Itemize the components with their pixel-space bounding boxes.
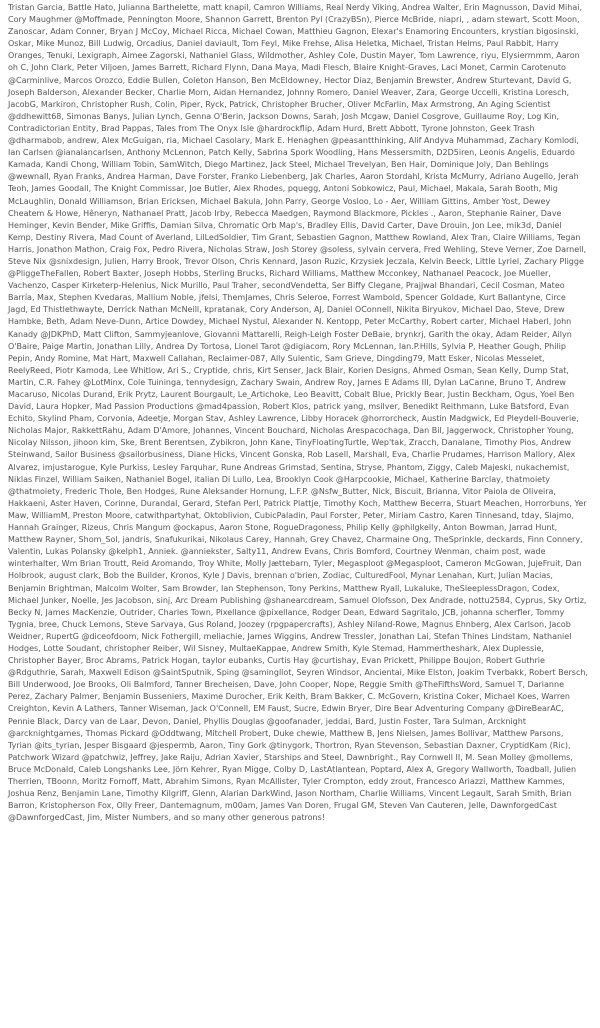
patron-credits-text: Tristan Garcia, Battle Hato, Julianna Barthelette, matt knapil, Camron Williams, Real Nerdy Viking, Andrea Walter, Erin Magnusson, David Mihai, Cory Maughmer @Moffmade, Pennington Moore, Shannon Garrett, Brenton Pyl (CrazyBSn), Pierce McBride, niapri, , adam stewart, Scott Moon, Zanoscar, Adam Conner, Bryan J McCoy, Michael Ricca, Michael Cowan, Matthieu Gagnon, Elexar's Enamoring Encounters, krystian bigosinski, Oskar, Mike Munoz, Bill Ludwig, Orcadius, Daniel daviault, Tom Feyl, Mike Frehse, Alisa Heletka, Michael, Tristan Helms, Paul Rabbit, Harry Oranges, Tenuki, Lexigraph, Aimee Zagorski, Nathaniel Glass, Wildmother, Ashley Cole, Dustin Mayer, Tom Lawrence, riyu, Elysiermmm, Aaron oh C, John Clark, Peter Viljoen, James Barrett, Richard Flynn, Dana Maya, Madi Flesch, Blaire Knight-Graves, Laci Monet, Carmin Carotenuto @Carminlive, Marcos Orozco, Eddie Bullen, Coleton Hanson, Ben McEldowney, Hector Diaz, Benjamin Brewster, Andrew Sturtevant, David G, Joseph Balderson, Alexander Becker, Charlie Morn, Aidan Hernandez, Johnny Romero, Daniel Weaver, Zara, George Uccelli, Kristina Loresch, JacobG, Markiron, Christopher Rush, Colin, Piper, Ryck, Patrick, Christopher Brucher, Oliver McFarlin, Max Armstrong, An Aging Scientist @ddhewitt68, Simonas Banys, Julian Lynch, Genna O'Berin, Jackson Downs, Sarah, Josh Mcgaw, Daniel Cosgrove, Guillaume Roy, Log Kin, Contradictorian Entity, Brad Pappas, Tales from The Onyx Isle @hardrockflip, Adam Hurd, Brett Abbott, Tyrone Johnston, Geek Trash @dharmabob, andrew, Alex McGuigan, ria, Michael Casolary, Mark E. Henaghen @peasantthinking, Alif Andyva Muhammad, Zachary Komlodi, Ian Carlsen @ianalancarlsen, Anthony McLennon, Patch Kelly, Sabrina Spork Woodling, Hans Messersmith, D2D5iren, Leonis Angelis, Eduardo Kamada, Kandi Chong, William Tobin, SamWitch, Diego Martinez, Jack Steel, Michael Trevelyan, Ben Hair, Dominique Joly, Dan Behlings @wewnall, Ryan Franks, Andrea Harman, Dave Forster, Franko Liebenberg, Jak Charles, Aaron Stordahl, Krista McMurry, Adriano Augello, Jerah Teoh, James Goodall, The Knight Commissar, Joe Butler, Alex Rhodes, pquegg, Antoni Sobkowicz, Paul, Michael, Makala, Sarah Booth, Mig McLaughlin, Donald Williamson, Brian Ericksen, Michael Bakula, John Parry, George Vosloo, Lo - Aer, William Gittins, Amber Yost, Dewey Cheatem & Howe, Hêneryn, Nathanael Pratt, Jacob Irby, Rebecca Maedgen, Raymond Blackmore, Pickles ., Aaron, Stephanie Rainer, Dave Heminger, Kevin Bender, Mike Griffis, Damian Silva, Chromatic Orb Map's, Bradley Ellis, David Carter, Dave Drouin, Jon Lee, mik3d, Daniel Kemp, Destiny Rivera, Mad Count of Averland, LilLedSoldier, Tim Grant, Sebastien Gagnon, Matthew Rowland, Alex Tran, Claire Williams, Tegan Harris, Jonathon Mathon, Craig Fox, Pedro Rivera, Nicholas Straw, Josh Storey @soless, sylvain cervera, Fred Wehling, Steve Verner, Zoe Darnell, Steve Nix @snixdesign, Julien, Harry Brook, Trevor Olson, Chris Kennard, Jason Ruzic, Krzysiek Jeczala, Kelvin Beeck, Little Lyriel, Zachary Pligge @PliggeTheFallen, Robert Baxter, Joseph Hobbs, Sterling Brucks, Richard Williams, Matthew Mcconkey, Nathanael Peacock, Joe Mueller, Vachenzo, Casper Kirketerp-Helenius, Nick Murillo, Paul Traher, secondVendetta, Ser Biffy Clegane, Prajjwal Bhandari, Cecil Cosman, Mateo Barría, Max, Stephen Kvedaras, Mallium Noble, jfelsi, ThemJames, Chris Seleroe, Forrest Wambold, Spencer Goldade, Kurt Ballantyne, Circe Jagd, Ed Thistlethwayte, Derrick Nathan McNeill, kpratanak, Cory Anderson, AJ, Daniel OConnell, Nikita Biryukov, Michael Dao, Steve, Drew Hambke, Beth, Adam Neve-Dunn, Artice Dowdey, Michael Nystul, Alexander N. Kentopp, Peter McCarthy, Robert carter, Michael Haberl, John Kanady @JDKPhD, Matt Clifton, Sammyjeanlove, Giovanni Mattarelli, Reigh-Leigh Foster DeBaie, brynkrj, Garith the okay, Adam Reider, Ailyn O'Baire, Paige Martin, Jonathan Lilly, Andrea Dy Tortosa, Lionel Tarot @digiacom, Rory McLennan, Ian.P.Hills, Sylvia P, Heather Gough, Philip Pepin, Andy Romine, Mat Hart, Maxwell Callahan, Reclaimer-087, Ally Sulentic, Sam Grieve, Dingding79, Matt Esker, Nicolas Messelet, ReelyReed, Piotr Kamoda, Lee Whitlow, Ari S., Cryptide, chris, Kirt Senser, Jack Blair, Korien Designs, Ahmed Osman, Sean Kelly, Dump Stat, Martin, C.R. Fahey @LotMinx, Cole Tuininga, tennydesign, Zachary Swain, Andrew Roy, James E Adams III, Dylan LaCanne, Bruno T, Andrew Macaruso, Nicolas Durand, Erik Prytz, Laurent Bourgault, Le_Artichoke, Leo Beavitt, Cobalt Blue, Prickly Bear, Justin Beckham, Ogus, Yoel Ben David, Laura Hopker, Mad Passion Productions @mad4passion, Robert Klos, patrick yang, msilver, Benedikt Reithmann, Luke Batsford, Evan Echito, Skylind Pham, Corvonia, Adeetje, Morgan Stav, Ashley Lawrence, Libby Horacek @horrorcheck, Austin Madgwick, Ed Pleydell-Bouverie, Nicholas Major, RakkettRahu, Adam D'Amore, Johannes, Vincent Bouchard, Nicholas Arespacochaga, Dan Bil, Jaggerwock, Christopher Young, Nicolay Nilsson, jihoon kim, Ske, Brent Berentsen, Zybikron, John Kane, TinyFloatingTurtle, Wep'tak, Zracch, Danalane, Timothy Pios, Andrew Steinwand, Sailor Business @sailorbusiness, Diane Hicks, Vincent Gonska, Rob Lasell, Marshall, Eva, Charlie Prudames, Harrison Mallory, Alex Alvarez, imjustarogue, Kyle Purkiss, Lesley Farquhar, Rune Andreas Grimstad, Sentina, Stryse, Phantom, Ziggy, Caleb Majeski, nukachemist, Niklas Finzel, William Saiken, Nathaniel Bogel, italian Di Lullo, Lea, Brooklyn Cook @Harpcookie, Michael, Katherine Barclay, thatmoiety @thatmoiety, Frederic Thole, Ben Hodges, Rune Aleksander Hornung, L.F.P. @Nsfw_Butter, Nick, Biscuit, Brianna, Vitor Paiola de Oliveira, Hakkaeni, Aster Haven, Corinne, Durandal, Gerard, Stefan Perl, Patrick Plattje, Timothy Koch, Matthew Becerra, Stuart Meachen, Horrorbuns, Yer Maw, WilliamM, Preston Moore, catwithpartyhat, Oktoblivion, CubicPaladin, Paul Forster, Peter, Miriam Castro, Karen Tinnesand, tday, Slajmo, Hannah Grainger, Rizeus, Chris Mangum @ockapus, Aaron Stone, RogueDragoness, Philip Kelly @philgkelly, Anton Bowman, Jarrad Hunt, Matthew Rayner, Shom_Sol, jandris, Snafukurikai, Nikolaus Carey, Hannah, Grey Chavez, Charmaine Ong, TheSprinkle, deckards, Finn Connery, Valentin, Lukas Polansky @kelph1, Anniek. @anniekster, Salty11, Andrew Evans, Chris Bomford, Courtney Wenman, chaim post, wade winterhalter, Wm Brian Troutt, Reid Aromando, Troy White, Molly Jættebarn, Tyler, Megasploot @Megasploot, Cameron McGowan, JujeFruit, Dan Holbrook, august clark, Bob the Builder, Kronos, Kyle J Davis, brennan o'brien, Zodiac, CulturedFool, Mynar Lenahan, Kurt, Julian Macias, Benjamin Brightman, Malcolm Wolter, Sam Browder, Ian Stephenson, Tony Perkins, Matthew Ryall, Lukaluke, TheSleeplessDragon, Codex, Michael Junker, Noelle, Jes Jacobson, sinj, Arc Dream Publishing @shanearcdream, Samuel Olofsson, Dex Andrade, nottu2584, Cyprus, Sky Ortiz, Becky N, James MacKenzie, Outrider, Charles Town, Pixellance @pixellance, Rodger Dean, Edward Sagritalo, JCB, johanna scherfler, Tommy Tygnia, bree, Chuck Lemons, Steve Sarvaya, Gus Roland, Joozey (rpgpapercrafts), Ashley Niland-Rowe, Magnus Ehnberg, Alex Carlson, Jacob Weidner, RupertG @diceofdoom, Nick Fothergill, meliachie, James Wiggins, Andrew Tressler, Jonathan Lai, Stefan Thines Lindstam, Nathaniel Hodges, Lotte Soudant, christopher Reiber, Wil Sisney, MultaeKappae, Andrew Smith, Kyle Stemad, Hammertheshark, Alex Duplessie, Christopher Bayer, Broc Abrams, Patrick Hogan, taylor eubanks, Curtis Hay @curtishay, Evan Prickett, Philippe Boujon, Robert Guthrie @Rdguthrie, Sarah, Maxwell Edison @SaintSputnik, Sping @samingllot, Seyren Windsor, Ancientai, Mike Elston, Joakim Tverbakk, Robert Bersch, Bill Underwood, Joe Brooks, Oli Balmford, Tanner Brecheisen, Dave, John Cooper, Nope, Reggie Smith @TheFifthsWord, Samuel T, Darianne Perez, Zachary Palmer, Benjamin Busseniers, Maxime Durocher, Erik Keith, Bram Bakker, C. McGovern, Kristina Coker, Michael Koes, Warren Creighton, Kevin A Lathers, Tanner Wiseman, Jack O'Connell, EM Faust, Sucre, Edwin Bryer, Dire Bear Adventuring Company @DireBearAC, Pennie Black, Darcy van de Laar, Devon, Daniel, Phyllis Douglas @goofanader, jeddai, Bard, Justin Foster, Tara Sulman, Arcknight @arcknightgames, Thomas Pickard @Oddtwang, Mitchell Probert, Duke chewie, Matthew B, Jens Nielsen, James Bollivar, Matthew Parsons, Tyrian @its_tyrian, Jesper Bisgaard @jespermb, Aaron, Tiny Gork @tinygork, Thortron, Ryan Stevenson, Sebastian Daxner, CryptidKam (Ric), Patchwork Wizard @patchwiz, Jeffrey, Jake Raiju, Adrian Xavier, Starships and Steel, Dawnbright., Ray Cornwell II, M. Sean Molley @mollems, Bruce McDonald, Caleb Longshanks Lee, Jörn Kehrer, Ryan Migge, Colby D, LastAtlantean, Poptard, Alex A, Gregory Wallworth, Toadball, Julien Therrien, TBoonn, Moritz Fornoff, Matt, Abrahim Simons, Ryan McAllister, Tyler Crompton, eddy zrout, Francesco Ariazzi, Matthew Kammes, Joshua Renz, Benjamin Lane, Timothy Kilgriff, Glenn, Alarian DarkWind, Jason Northam, Charlie Williams, Vincent Legault, Sarah Smith, Brian Barron, Kristopherson Fox, Olly Freer, Dantemagnum, m00am, James Van Doren, Frugal GM, Steven Van Cauteren, Jelle, DawnforgedCast @DawnforgedCast, Jim, Mister Numbers, and so many other generous patrons! <box>8 3 588 823</box>
